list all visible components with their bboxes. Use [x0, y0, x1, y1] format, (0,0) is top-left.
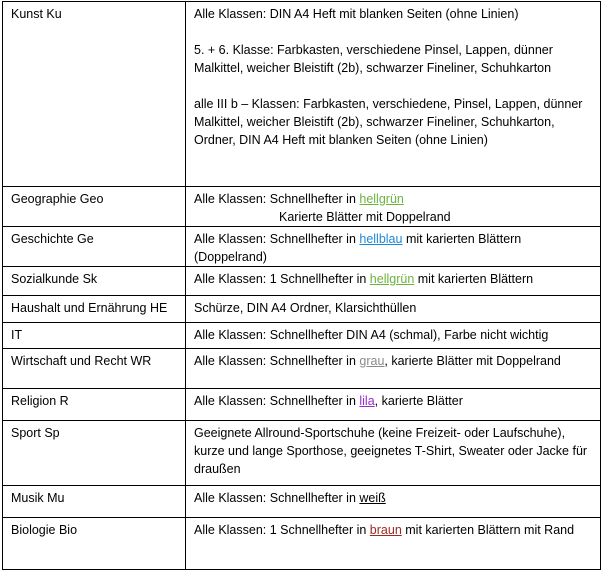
subject-cell: Biologie Bio: [3, 518, 186, 570]
color-word: hellgrün: [369, 272, 415, 286]
requirements-cell: [186, 267, 601, 296]
table-row: [3, 227, 601, 267]
materials-table: [2, 1, 601, 570]
table-row: [3, 2, 601, 187]
subject-cell: Geschichte Ge: [3, 227, 186, 267]
subject-cell: Sozialkunde Sk: [3, 267, 186, 296]
requirements-cell: [186, 349, 601, 389]
subject-cell: Sport Sp: [3, 421, 186, 486]
color-word: hellblau: [359, 232, 403, 246]
requirements-cell: Schürze, DIN A4 Ordner, Klarsichthüllen: [186, 296, 601, 323]
requirement-text: alle III b – Klassen: Farbkasten, verschiedene, Pinsel, Lappen, dünner Malkittel, weicher Bleistift (2b), schwarzer Fineliner, Schuhkarton, Ordner, DIN A4 Heft mit blanken Seiten (ohne Linien): [194, 97, 583, 147]
requirements-cell: [186, 2, 601, 187]
requirement-text: Karierte Blätter mit Doppelrand: [279, 210, 451, 224]
requirements-cell: [186, 187, 601, 227]
requirement-text: Alle Klassen: 1 Schnellhefter in: [194, 272, 370, 286]
table-row: [3, 486, 601, 518]
subject-cell: Haushalt und Ernährung HE: [3, 296, 186, 323]
table-row: [3, 187, 601, 227]
table-row: [3, 349, 601, 389]
table-row: [3, 296, 601, 323]
subject-cell: Geographie Geo: [3, 187, 186, 227]
requirement-text: mit karierten Blättern (Doppelrand): [194, 232, 522, 264]
requirement-text: , karierte Blätter: [374, 394, 463, 408]
requirements-cell: Alle Klassen: Schnellhefter DIN A4 (schmal), Farbe nicht wichtig: [186, 323, 601, 349]
requirements-cell: [186, 486, 601, 518]
requirements-cell: [186, 389, 601, 421]
requirement-text: mit karierten Blättern: [414, 272, 534, 286]
subject-cell: Kunst Ku: [3, 2, 186, 187]
subject-cell: IT: [3, 323, 186, 349]
requirements-cell: [186, 518, 601, 570]
requirements-cell: [186, 227, 601, 267]
table-row: [3, 323, 601, 349]
requirement-text: Alle Klassen: Schnellhefter in: [194, 394, 360, 408]
color-word: braun: [369, 523, 402, 537]
requirement-text: , karierte Blätter mit Doppelrand: [384, 354, 561, 368]
subject-cell: Religion R: [3, 389, 186, 421]
requirement-text: 5. + 6. Klasse: Farbkasten, verschiedene Pinsel, Lappen, dünner Malkittel, weicher Bleistift (2b), schwarzer Fineliner, Schuhkarton: [194, 43, 553, 75]
requirement-text: Alle Klassen: Schnellhefter in: [194, 232, 360, 246]
table-row: [3, 421, 601, 486]
color-word: grau: [359, 354, 385, 368]
color-word: lila: [359, 394, 375, 408]
requirement-text: Alle Klassen: DIN A4 Heft mit blanken Seiten (ohne Linien): [194, 7, 519, 21]
subject-cell: Musik Mu: [3, 486, 186, 518]
requirements-cell: Geeignete Allround-Sportschuhe (keine Freizeit- oder Laufschuhe), kurze und lange Sporthose, geeignetes T-Shirt, Sweater oder Jacke für draußen: [186, 421, 601, 486]
requirement-text: Alle Klassen: Schnellhefter in: [194, 354, 360, 368]
requirement-text: Alle Klassen: Schnellhefter in: [194, 491, 360, 505]
color-word: weiß: [359, 491, 386, 505]
color-word: hellgrün: [359, 192, 404, 206]
requirement-text: Alle Klassen: 1 Schnellhefter in: [194, 523, 370, 537]
subject-cell: Wirtschaft und Recht WR: [3, 349, 186, 389]
table-row: [3, 389, 601, 421]
table-row: [3, 518, 601, 570]
requirement-text: Alle Klassen: Schnellhefter in: [194, 192, 360, 206]
table-row: [3, 267, 601, 296]
requirement-text: mit karierten Blättern mit Rand: [401, 523, 575, 537]
